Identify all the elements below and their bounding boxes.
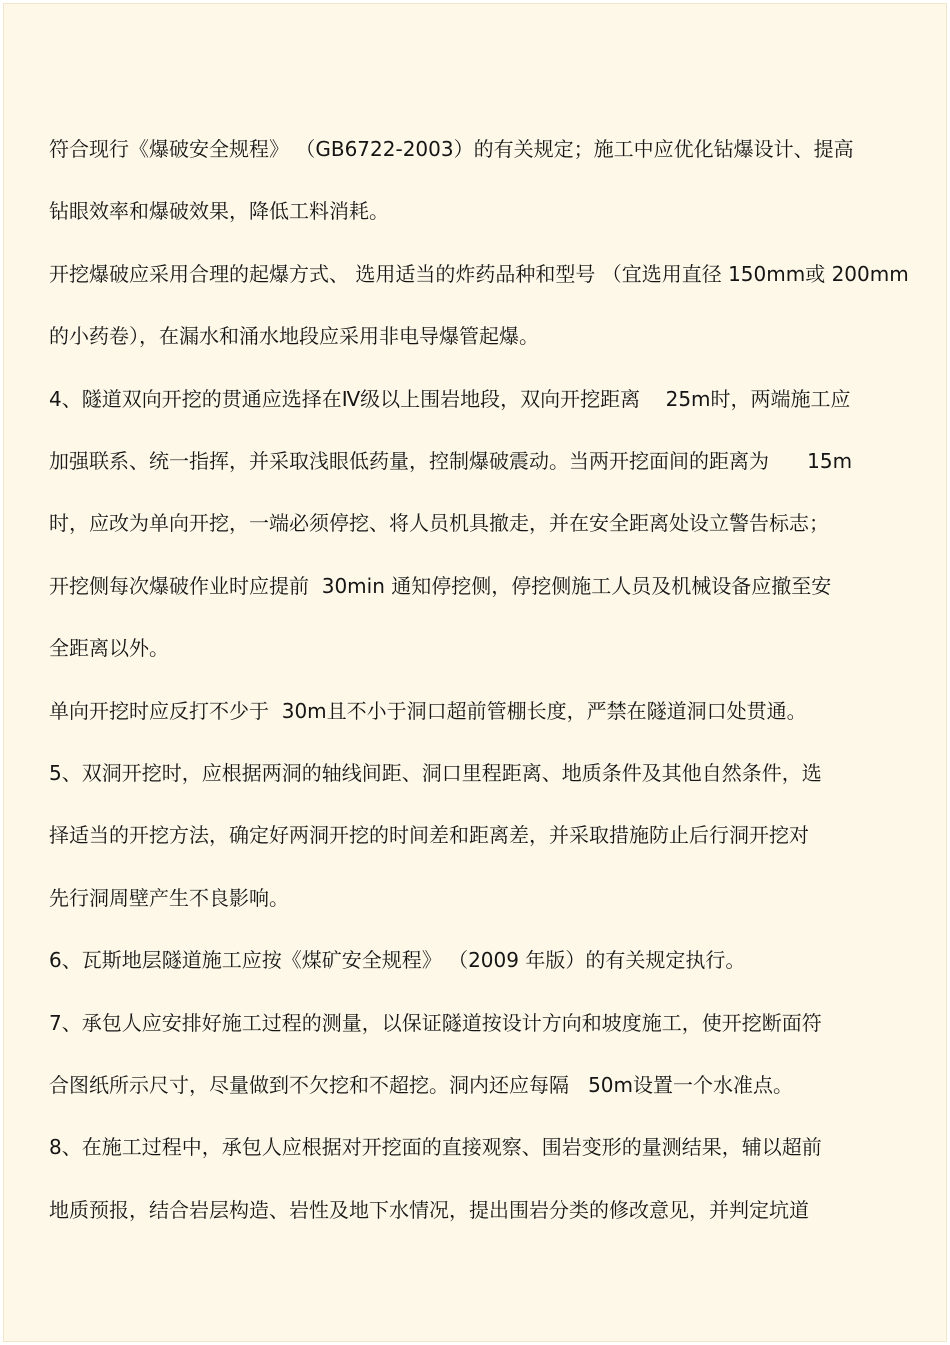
text-line-15: 7、承包人应安排好施工过程的测量，以保证隧道按设计方向和坡度施工，使开挖断面符 bbox=[49, 1011, 822, 1035]
text-line-2: 钻眼效率和爆破效果，降低工料消耗。 bbox=[49, 199, 389, 223]
text-line-16: 合图纸所示尺寸，尽量做到不欠挖和不超挖。洞内还应每隔 50m设置一个水准点。 bbox=[49, 1073, 794, 1097]
text-line-11: 5、双洞开挖时，应根据两洞的轴线间距、洞口里程距离、地质条件及其他自然条件，选 bbox=[49, 761, 822, 785]
text-line-7: 时，应改为单向开挖，一端必须停挖、将人员机具撤走，并在安全距离处设立警告标志； bbox=[49, 511, 829, 535]
text-line-10: 单向开挖时应反打不少于 30m且不小于洞口超前管棚长度，严禁在隧道洞口处贯通。 bbox=[49, 699, 807, 723]
text-line-5: 4、隧道双向开挖的贯通应选择在Ⅳ级以上围岩地段，双向开挖距离 25m时，两端施工应 bbox=[49, 387, 851, 411]
text-line-17: 8、在施工过程中，承包人应根据对开挖面的直接观察、围岩变形的量测结果，辅以超前 bbox=[49, 1135, 822, 1159]
text-line-12: 择适当的开挖方法，确定好两洞开挖的时间差和距离差，并采取措施防止后行洞开挖对 bbox=[49, 823, 809, 847]
text-line-4: 的小药卷），在漏水和涌水地段应采用非电导爆管起爆。 bbox=[49, 324, 539, 348]
text-line-8: 开挖侧每次爆破作业时应提前 30min 通知停挖侧，停挖侧施工人员及机械设备应撤至安 bbox=[49, 574, 832, 598]
text-line-1: 符合现行《爆破安全规程》 （GB6722-2003）的有关规定；施工中应优化钻爆设计、提高 bbox=[49, 137, 854, 161]
text-line-9: 全距离以外。 bbox=[49, 636, 169, 660]
document-page bbox=[3, 3, 947, 1342]
text-line-18: 地质预报，结合岩层构造、岩性及地下水情况，提出围岩分类的修改意见，并判定坑道 bbox=[49, 1198, 809, 1222]
text-line-14: 6、瓦斯地层隧道施工应按《煤矿安全规程》 （2009 年版）的有关规定执行。 bbox=[49, 948, 746, 972]
text-line-6: 加强联系、统一指挥，并采取浅眼低药量，控制爆破震动。当两开挖面间的距离为 15m bbox=[49, 449, 853, 473]
text-line-13: 先行洞周壁产生不良影响。 bbox=[49, 886, 289, 910]
text-line-3: 开挖爆破应采用合理的起爆方式、 选用适当的炸药品种和型号 （宜选用直径 150mm或 200mm bbox=[49, 262, 909, 286]
